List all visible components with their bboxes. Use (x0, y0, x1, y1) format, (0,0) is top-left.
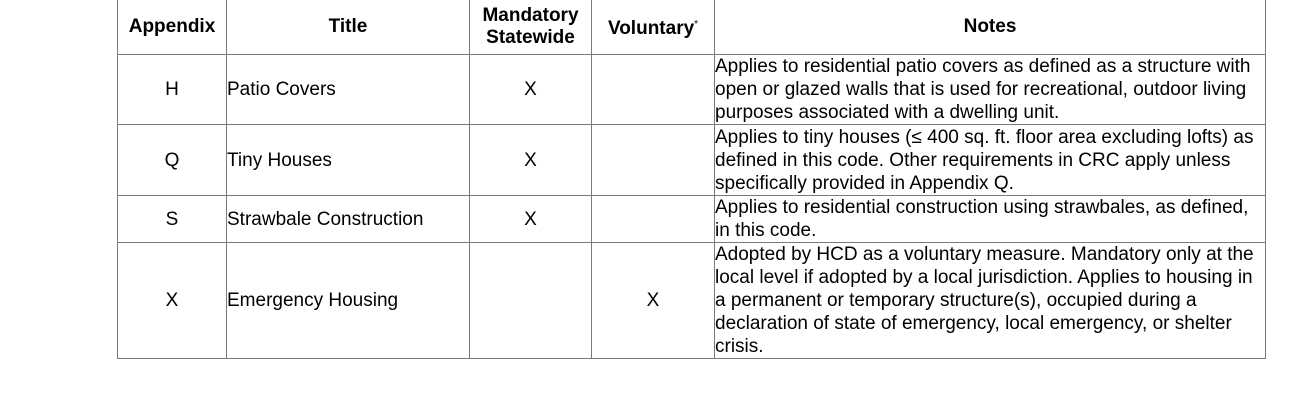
cell-voluntary (592, 196, 715, 243)
header-appendix: Appendix (118, 0, 227, 55)
header-mandatory-line2: Statewide (486, 27, 575, 48)
cell-notes: Applies to tiny houses (≤ 400 sq. ft. floor area excluding lofts) as defined in this code. Other requirements in CRC apply unless specifically provided in Appendix Q. (715, 125, 1266, 196)
cell-mandatory: X (470, 55, 592, 125)
header-mandatory-line1: Mandatory (482, 5, 579, 26)
header-notes: Notes (715, 0, 1266, 55)
table-row (118, 55, 1266, 125)
header-voluntary (592, 0, 715, 55)
cell-title: Strawbale Construction (227, 196, 470, 243)
cell-voluntary: X (592, 243, 715, 359)
appendix-table (117, 0, 1266, 359)
cell-mandatory: X (470, 196, 592, 243)
cell-notes: Applies to residential construction using strawbales, as defined, in this code. (715, 196, 1266, 243)
cell-notes: Adopted by HCD as a voluntary measure. Mandatory only at the local level if adopted by a local jurisdiction. Applies to housing in a permanent or temporary structure(s), occupied during a declaration of state of emergency, local emergency, or shelter crisis. (715, 243, 1266, 359)
cell-voluntary (592, 125, 715, 196)
cell-mandatory (470, 243, 592, 359)
cell-appendix: S (118, 196, 227, 243)
table-row (118, 125, 1266, 196)
cell-appendix: H (118, 55, 227, 125)
table-row (118, 196, 1266, 243)
header-title: Title (227, 0, 470, 55)
header-row (118, 0, 1266, 55)
cell-voluntary (592, 55, 715, 125)
header-voluntary-label: Voluntary (607, 18, 695, 39)
cell-title: Patio Covers (227, 55, 470, 125)
cell-mandatory: X (470, 125, 592, 196)
cell-title: Emergency Housing (227, 243, 470, 359)
table-row (118, 243, 1266, 359)
header-mandatory-statewide (470, 0, 592, 55)
footnote-marker: * (694, 19, 699, 30)
cell-notes: Applies to residential patio covers as defined as a structure with open or glazed walls that is used for recreational, outdoor living purposes associated with a dwelling unit. (715, 55, 1266, 125)
cell-appendix: X (118, 243, 227, 359)
cell-title: Tiny Houses (227, 125, 470, 196)
cell-appendix: Q (118, 125, 227, 196)
